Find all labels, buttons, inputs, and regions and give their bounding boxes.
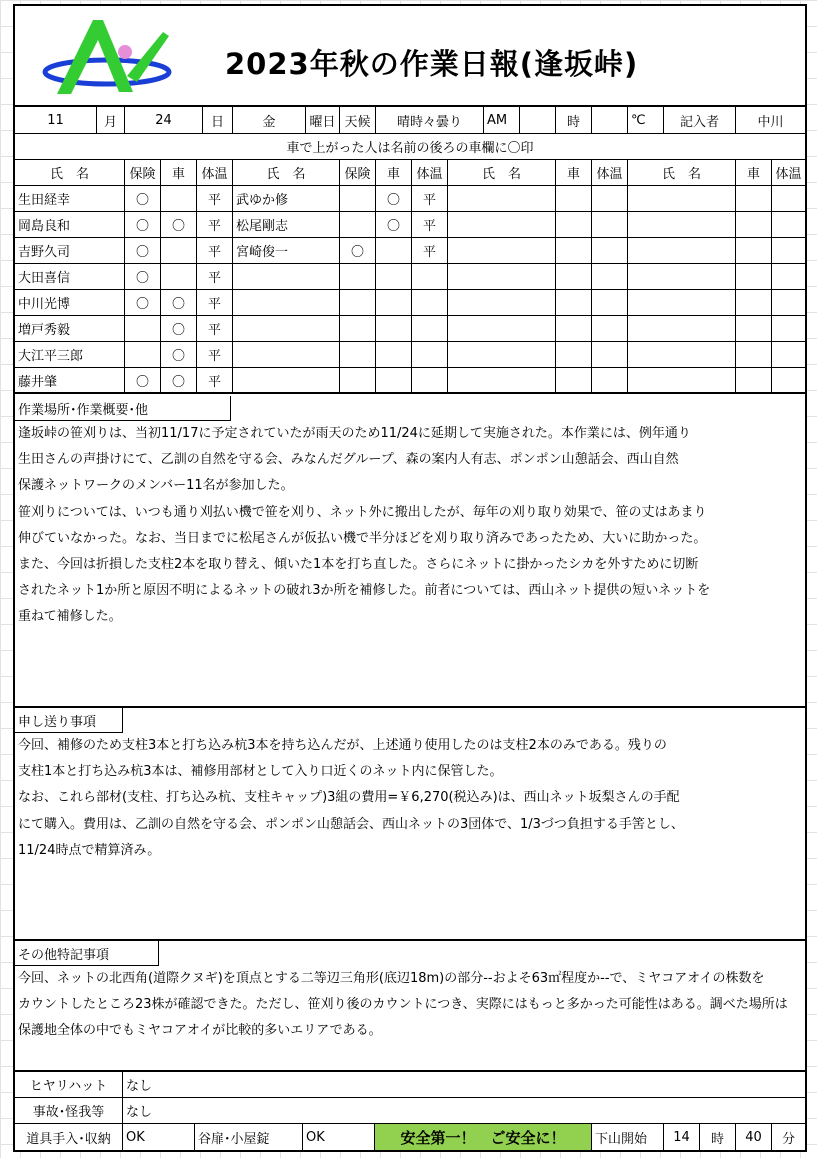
participant-insurance: 〇 xyxy=(125,290,161,315)
hour-label: 時 xyxy=(556,107,592,133)
participant-name xyxy=(233,290,340,315)
empty-cell xyxy=(628,342,736,367)
empty-cell xyxy=(772,212,805,237)
header-name-4: 氏 名 xyxy=(628,160,736,185)
participant-name: 藤井肇 xyxy=(15,368,125,392)
header-car-2: 車 xyxy=(376,160,412,185)
text-line: なお、これら部材(支柱、打ち込み杭、支柱キャップ)3組の費用=￥6,270(税込み)は、西山ネット坂梨さんの手配 xyxy=(18,790,680,806)
accident-value: なし xyxy=(126,1105,153,1120)
empty-cell xyxy=(448,186,556,211)
car-note: 車で上がった人は名前の後ろの車欄に〇印 xyxy=(15,134,805,160)
participant-name xyxy=(233,368,340,392)
participant-temp: 平 xyxy=(412,238,448,263)
empty-cell xyxy=(736,264,772,289)
participant-name: 宮崎俊一 xyxy=(233,238,340,263)
empty-cell xyxy=(556,290,592,315)
empty-cell xyxy=(628,186,736,211)
empty-cell xyxy=(448,212,556,237)
empty-cell xyxy=(556,186,592,211)
empty-cell xyxy=(772,186,805,211)
participant-temp xyxy=(412,342,448,367)
accident-row xyxy=(15,1098,805,1124)
participant-insurance: 〇 xyxy=(125,212,161,237)
empty-cell xyxy=(736,368,772,392)
logo-icon xyxy=(35,14,175,100)
empty-cell xyxy=(556,316,592,341)
month-label: 月 xyxy=(97,107,125,133)
participant-row xyxy=(15,264,805,290)
participant-insurance xyxy=(340,264,376,289)
empty-cell xyxy=(556,368,592,392)
text-line: 伸びていなかった。なお、当日までに松尾さんが仮払い機で半分ほどを刈り取り済みであったため、大いに助かった。 xyxy=(18,530,707,546)
text-line: 今回、ネットの北西角(道際クヌギ)を頂点とする二等辺三角形(底辺18m)の部分--およそ63㎡程度か--で、ミヤコアオイの株数を xyxy=(18,971,765,986)
header-insurance-1: 保険 xyxy=(125,160,161,185)
other-section-label: その他特記事項 xyxy=(15,941,159,966)
accident-label: 事故･怪我等 xyxy=(15,1098,123,1123)
empty-cell xyxy=(448,368,556,392)
empty-cell xyxy=(592,290,628,315)
near-miss-value: なし xyxy=(126,1079,153,1094)
text-line: 重ねて補修した。 xyxy=(18,609,122,625)
empty-cell xyxy=(736,186,772,211)
minute-unit: 分 xyxy=(781,1131,795,1147)
participant-row xyxy=(15,186,805,212)
descent-hour: 14 xyxy=(664,1124,700,1150)
empty-cell xyxy=(736,342,772,367)
participant-temp: 平 xyxy=(412,212,448,237)
participant-insurance xyxy=(340,186,376,211)
header-temp-3: 体温 xyxy=(592,160,628,185)
participant-name: 生田経幸 xyxy=(15,186,125,211)
header-temp-2: 体温 xyxy=(412,160,448,185)
empty-cell xyxy=(736,290,772,315)
empty-cell xyxy=(736,316,772,341)
participant-temp: 平 xyxy=(197,290,233,315)
participant-row xyxy=(15,368,805,394)
participant-car xyxy=(376,290,412,315)
am-label: AM xyxy=(484,107,520,133)
descent-minute: 40 xyxy=(736,1124,772,1150)
empty-cell xyxy=(772,368,805,392)
empty-cell xyxy=(448,342,556,367)
empty-cell xyxy=(592,238,628,263)
empty-cell xyxy=(592,186,628,211)
participant-temp: 平 xyxy=(197,186,233,211)
participant-temp xyxy=(412,264,448,289)
empty-cell xyxy=(628,264,736,289)
empty-cell xyxy=(592,264,628,289)
weekday-label: 曜日 xyxy=(306,107,340,133)
participant-row xyxy=(15,290,805,316)
header-insurance-2: 保険 xyxy=(340,160,376,185)
tools-value: OK xyxy=(123,1124,195,1150)
participant-insurance: 〇 xyxy=(125,368,161,392)
text-line: 保護ネットワークのメンバー11名が参加した。 xyxy=(18,478,294,494)
participant-temp xyxy=(412,368,448,392)
closing-row xyxy=(15,1124,805,1150)
participant-car: 〇 xyxy=(161,316,197,341)
other-section-body xyxy=(15,966,805,1072)
am-value xyxy=(520,107,556,133)
participant-temp: 平 xyxy=(197,238,233,263)
participant-temp: 平 xyxy=(197,316,233,341)
empty-cell xyxy=(772,264,805,289)
empty-cell xyxy=(448,264,556,289)
header-car-4: 車 xyxy=(736,160,772,185)
empty-cell xyxy=(772,342,805,367)
participant-car xyxy=(161,238,197,263)
safety-slogan: 安全第一！ ご安全に！ xyxy=(375,1124,592,1150)
participant-name xyxy=(233,342,340,367)
participant-car xyxy=(376,238,412,263)
header-temp-4: 体温 xyxy=(775,167,802,182)
empty-cell xyxy=(628,212,736,237)
empty-cell xyxy=(772,238,805,263)
participant-insurance xyxy=(340,316,376,341)
participant-car: 〇 xyxy=(161,342,197,367)
participant-row xyxy=(15,316,805,342)
near-miss-row xyxy=(15,1072,805,1098)
header-name-1: 氏 名 xyxy=(15,160,125,185)
participant-temp xyxy=(412,316,448,341)
participant-car xyxy=(376,368,412,392)
handover-section-body xyxy=(15,733,805,941)
participant-temp: 平 xyxy=(197,212,233,237)
empty-cell xyxy=(448,238,556,263)
participant-insurance: 〇 xyxy=(340,238,376,263)
empty-cell xyxy=(772,290,805,315)
participant-row xyxy=(15,342,805,368)
participant-name xyxy=(233,316,340,341)
month-value: 11 xyxy=(15,107,97,133)
text-line: にて購入。費用は、乙訓の自然を守る会、ポンポン山憩話会、西山ネットの3団体で、1/3づつ負担する手筈とし、 xyxy=(18,816,684,832)
empty-cell xyxy=(592,368,628,392)
participant-insurance xyxy=(125,342,161,367)
participant-car xyxy=(376,342,412,367)
participant-name: 武ゆか修 xyxy=(233,186,340,211)
empty-cell xyxy=(592,342,628,367)
empty-cell xyxy=(628,368,736,392)
text-line: 支柱1本と打ち込み杭3本は、補修用部材として入り口近くのネット内に保管した。 xyxy=(18,764,503,780)
empty-cell xyxy=(592,212,628,237)
participant-name: 岡島良和 xyxy=(15,212,125,237)
text-line: また、今回は折損した支柱2本を取り替え、傾いた1本を打ち直した。さらにネットに掛かったシカを外すために切断 xyxy=(18,556,699,572)
participant-name: 増戸秀毅 xyxy=(15,316,125,341)
text-line: 11/24時点で精算済み。 xyxy=(18,842,161,858)
header-car-1: 車 xyxy=(161,160,197,185)
near-miss-label: ヒヤリハット xyxy=(15,1072,123,1097)
participant-name: 大田喜信 xyxy=(15,264,125,289)
participant-insurance: 〇 xyxy=(125,264,161,289)
header-temp-1: 体温 xyxy=(197,160,233,185)
header-name-3: 氏 名 xyxy=(448,160,556,185)
participant-insurance xyxy=(340,368,376,392)
handover-section-label: 申し送り事項 xyxy=(15,708,123,733)
participant-insurance: 〇 xyxy=(125,186,161,211)
participant-temp xyxy=(412,290,448,315)
text-line: 逢坂峠の笹刈りは、当初11/17に予定されていたが雨天のため11/24に延期して実施された。本作業には、例年通り xyxy=(18,426,691,441)
participant-car: 〇 xyxy=(376,186,412,211)
participant-temp: 平 xyxy=(197,264,233,289)
empty-cell xyxy=(556,238,592,263)
work-section-label: 作業場所･作業概要･他 xyxy=(15,396,231,421)
title-band xyxy=(15,6,805,107)
day-value: 24 xyxy=(125,107,203,133)
empty-cell xyxy=(448,290,556,315)
daily-report-sheet xyxy=(13,4,807,1152)
text-line: 保護地全体の中でもミヤコアオイが比較的多いエリアである。 xyxy=(18,1023,382,1039)
text-line: カウントしたところ23株が確認できた。ただし、笹刈り後のカウントにつき、実際にはもっと多かった可能性はある。調べた場所は xyxy=(18,997,788,1013)
participant-car xyxy=(161,264,197,289)
recorder-label: 記入者 xyxy=(664,107,736,133)
gate-label: 谷扉･小屋錠 xyxy=(195,1124,303,1150)
participant-insurance xyxy=(340,290,376,315)
participant-temp: 平 xyxy=(412,186,448,211)
gate-value: OK xyxy=(303,1124,375,1150)
header-car-3: 車 xyxy=(556,160,592,185)
participant-insurance xyxy=(125,316,161,341)
text-line: されたネット1か所と原因不明によるネットの破れ3か所を補修した。前者については、西山ネット提供の短いネットを xyxy=(18,583,711,599)
empty-cell xyxy=(772,316,805,341)
empty-cell xyxy=(736,212,772,237)
header-name-2: 氏 名 xyxy=(233,160,340,185)
participant-car xyxy=(376,316,412,341)
participant-car: 〇 xyxy=(161,212,197,237)
participant-car xyxy=(376,264,412,289)
participant-insurance xyxy=(340,342,376,367)
participant-insurance: 〇 xyxy=(125,238,161,263)
recorder-value: 中川 xyxy=(757,114,784,130)
participant-row xyxy=(15,238,805,264)
participant-car: 〇 xyxy=(161,368,197,392)
participant-name: 中川光博 xyxy=(15,290,125,315)
empty-cell xyxy=(448,316,556,341)
participant-name: 大江平三郎 xyxy=(15,342,125,367)
empty-cell xyxy=(736,238,772,263)
page-title: 2023年秋の作業日報(逢坂峠) xyxy=(225,47,639,81)
participant-header-row xyxy=(15,160,805,186)
text-line: 笹刈りについては、いつも通り刈払い機で笹を刈り、ネット外に搬出したが、毎年の刈り取り効果で、笹の丈はあまり xyxy=(18,504,707,520)
hour-unit: 時 xyxy=(700,1124,736,1150)
temperature-value xyxy=(592,107,628,133)
descent-label: 下山開始 xyxy=(592,1124,664,1150)
weather-value: 晴時々曇り xyxy=(376,107,484,133)
empty-cell xyxy=(628,238,736,263)
participant-car: 〇 xyxy=(161,290,197,315)
participant-insurance xyxy=(340,212,376,237)
work-section-body xyxy=(15,421,805,708)
participant-name: 吉野久司 xyxy=(15,238,125,263)
participant-car xyxy=(161,186,197,211)
weather-label: 天候 xyxy=(340,107,376,133)
empty-cell xyxy=(556,264,592,289)
tools-label: 道具手入･収納 xyxy=(15,1124,123,1150)
weekday-value: 金 xyxy=(233,107,306,133)
empty-cell xyxy=(628,290,736,315)
temp-unit: ℃ xyxy=(628,107,664,133)
day-label: 日 xyxy=(203,107,233,133)
empty-cell xyxy=(592,316,628,341)
text-line: 生田さんの声掛けにて、乙訓の自然を守る会、みなんだグループ、森の案内人有志、ポンポン山憩話会、西山自然 xyxy=(18,452,679,468)
participant-temp: 平 xyxy=(197,368,233,392)
participant-name: 松尾剛志 xyxy=(233,212,340,237)
participant-car: 〇 xyxy=(376,212,412,237)
participant-row xyxy=(15,212,805,238)
empty-cell xyxy=(628,316,736,341)
text-line: 今回、補修のため支柱3本と打ち込み杭3本を持ち込んだが、上述通り使用したのは支柱2本のみである。残りの xyxy=(18,738,667,753)
info-row xyxy=(15,107,805,134)
empty-cell xyxy=(556,342,592,367)
empty-cell xyxy=(556,212,592,237)
participant-name xyxy=(233,264,340,289)
participant-temp: 平 xyxy=(197,342,233,367)
